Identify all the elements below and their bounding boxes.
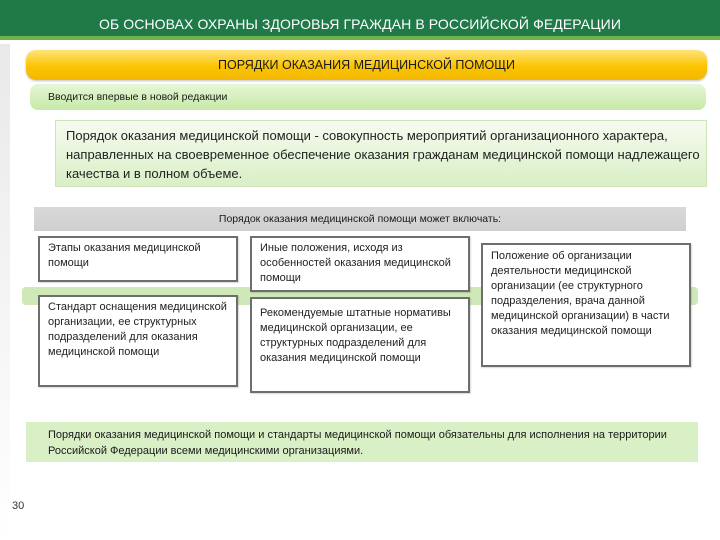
card-stages: Этапы оказания медицинской помощи bbox=[38, 236, 238, 282]
page-number: 30 bbox=[12, 500, 25, 512]
card-staff-norms: Рекомендуемые штатные нормативы медицинской организации, ее структурных подразделений для оказания медицинской помощи bbox=[250, 297, 470, 393]
card-organization-regulation: Положение об организации деятельности медицинской организации (ее структурного подразделения, врача данной медицинской организации) в части оказания медицинской помощи bbox=[481, 243, 691, 367]
mandatory-note: Порядки оказания медицинской помощи и стандарты медицинской помощи обязательны для исполнения на территории Российской Федерации всеми медицинскими организациями. bbox=[26, 422, 698, 462]
section-banner: ПОРЯДКИ ОКАЗАНИЯ МЕДИЦИНСКОЙ ПОМОЩИ bbox=[26, 50, 707, 80]
card-equipment-standard: Стандарт оснащения медицинской организации, ее структурных подразделений для оказания медицинской помощи bbox=[38, 295, 238, 387]
card-other-provisions: Иные положения, исходя из особенностей оказания медицинской помощи bbox=[250, 236, 470, 292]
intro-banner: Вводится впервые в новой редакции bbox=[30, 84, 706, 110]
definition-box: Порядок оказания медицинской помощи - совокупность мероприятий организационного характера, направленных на своевременное обеспечение оказания гражданам медицинской помощи надлежащего качества и в полном объеме. bbox=[55, 120, 707, 187]
includes-heading: Порядок оказания медицинской помощи может включать: bbox=[34, 207, 686, 231]
slide-title: ОБ ОСНОВАХ ОХРАНЫ ЗДОРОВЬЯ ГРАЖДАН В РОССИЙСКОЙ ФЕДЕРАЦИИ bbox=[98, 16, 621, 32]
left-decor-strip bbox=[0, 44, 10, 540]
